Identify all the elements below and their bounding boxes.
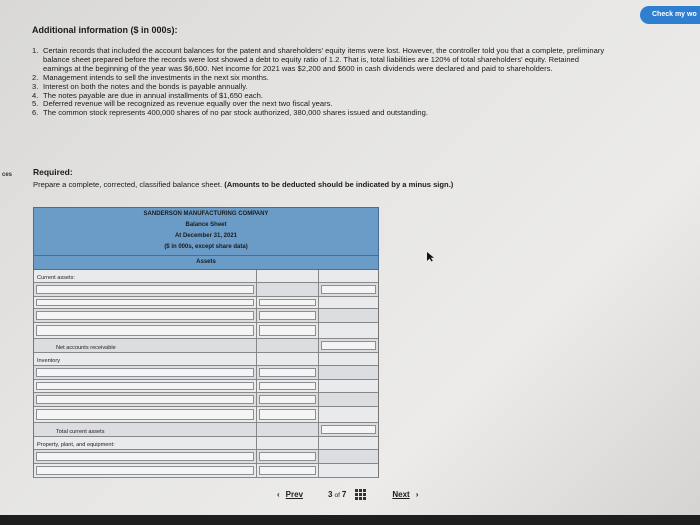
info-item-number: 6.	[32, 108, 39, 118]
sheet-row-label-cell	[34, 270, 257, 282]
total-cell	[319, 407, 378, 422]
amount-input[interactable]	[259, 395, 316, 404]
total-input[interactable]	[321, 341, 376, 350]
amount-input[interactable]	[259, 466, 316, 475]
account-name-input[interactable]	[36, 299, 254, 306]
total-cell	[319, 323, 378, 338]
statement-name: Balance Sheet	[185, 222, 227, 228]
sheet-row-label: Net accounts receivable	[56, 345, 116, 351]
info-item	[32, 47, 610, 74]
prev-label: Prev	[285, 490, 304, 499]
sheet-row	[34, 380, 378, 393]
amount-cell	[257, 423, 319, 436]
info-item-text: Deferred revenue will be recognized as revenue equally over the next two fiscal years.	[43, 99, 333, 109]
sheet-row-label: Current assets:	[37, 275, 75, 281]
amount-input[interactable]	[259, 368, 316, 377]
required-instructions	[33, 180, 453, 189]
sheet-row-label-cell	[34, 437, 257, 449]
account-name-input[interactable]	[36, 452, 254, 461]
info-item-number: 4.	[32, 90, 39, 100]
amount-cell	[257, 309, 319, 322]
info-item-text: Interest on both the notes and the bonds is payable annually.	[43, 81, 248, 91]
info-item-number: 1.	[32, 46, 39, 55]
sheet-row	[34, 437, 378, 450]
amount-cell	[257, 450, 319, 463]
pagination	[277, 489, 418, 500]
amount-cell	[257, 270, 319, 282]
amount-cell	[257, 437, 319, 449]
sheet-row-label-cell	[34, 309, 257, 322]
sheet-row-label-cell	[34, 339, 257, 352]
side-tab-label: ces	[2, 172, 13, 178]
sheet-row-label-cell	[34, 366, 257, 379]
total-cell	[319, 283, 378, 296]
total-cell	[319, 393, 378, 406]
balance-sheet-header	[33, 207, 379, 256]
total-cell	[319, 423, 378, 436]
info-item-number: 3.	[32, 81, 39, 91]
sheet-row-label-cell	[34, 464, 257, 477]
amount-input[interactable]	[259, 299, 316, 306]
chevron-right-icon: ›	[415, 490, 419, 499]
total-input[interactable]	[321, 425, 376, 434]
prev-button[interactable]	[277, 490, 303, 499]
amount-cell	[257, 407, 319, 422]
sheet-row	[34, 309, 378, 323]
total-cell	[319, 366, 378, 379]
sheet-row	[34, 407, 378, 423]
total-cell	[319, 309, 378, 322]
additional-info-list	[32, 47, 610, 118]
balance-sheet-grid	[33, 270, 379, 478]
amount-input[interactable]	[259, 409, 316, 420]
sheet-row	[34, 270, 378, 283]
info-item	[32, 109, 610, 118]
section-header	[33, 256, 379, 270]
grid-view-icon[interactable]	[355, 489, 366, 500]
page-current: 3	[328, 490, 333, 499]
sheet-row-label: Property, plant, and equipment:	[37, 442, 115, 448]
total-cell	[319, 297, 378, 308]
total-cell	[319, 339, 378, 352]
total-cell	[319, 270, 378, 282]
required-text: Prepare a complete, corrected, classified balance sheet.	[33, 180, 223, 189]
sheet-row	[34, 423, 378, 437]
amount-cell	[257, 366, 319, 379]
additional-info-title: Additional information ($ in 000s):	[32, 25, 178, 35]
total-input[interactable]	[321, 285, 376, 294]
amount-cell	[257, 393, 319, 406]
account-name-input[interactable]	[36, 325, 254, 336]
amount-cell	[257, 283, 319, 296]
amount-cell	[257, 297, 319, 308]
amount-cell	[257, 339, 319, 352]
sheet-row	[34, 464, 378, 478]
amount-input[interactable]	[259, 311, 316, 320]
sheet-row-label-cell	[34, 283, 257, 296]
amount-input[interactable]	[259, 382, 316, 390]
sheet-row	[34, 450, 378, 464]
info-item-text: The notes payable are due in annual installments of $1,650 each.	[43, 90, 263, 100]
info-item-text: The common stock represents 400,000 shares of no par stock authorized, 380,000 shares issued and outstanding.	[43, 108, 428, 118]
amount-cell	[257, 380, 319, 392]
sheet-row-label-cell	[34, 423, 257, 436]
company-name: SANDERSON MANUFACTURING COMPANY	[143, 211, 269, 217]
statement-date: At December 31, 2021	[174, 233, 238, 239]
bottom-bar	[0, 515, 700, 525]
sheet-row	[34, 297, 378, 309]
amount-input[interactable]	[259, 325, 316, 336]
sheet-row-label-cell	[34, 323, 257, 338]
page-total: 7	[341, 490, 347, 499]
info-item-text: Management intends to sell the investments in the next six months.	[43, 72, 269, 82]
balance-sheet-form	[33, 207, 379, 478]
sheet-row-label-cell	[34, 353, 257, 365]
account-name-input[interactable]	[36, 368, 254, 377]
sheet-row	[34, 323, 378, 339]
account-name-input[interactable]	[36, 395, 254, 404]
total-cell	[319, 450, 378, 463]
sheet-row	[34, 339, 378, 353]
account-name-input[interactable]	[36, 466, 254, 475]
chevron-left-icon: ‹	[277, 490, 280, 499]
sheet-row-label-cell	[34, 450, 257, 463]
account-name-input[interactable]	[36, 409, 254, 420]
next-button[interactable]	[392, 490, 418, 499]
required-heading: Required:	[33, 167, 73, 177]
sheet-row-label-cell	[34, 407, 257, 422]
sheet-row	[34, 353, 378, 366]
sheet-row-label: Inventory	[37, 358, 61, 364]
account-name-input[interactable]	[36, 311, 254, 320]
sheet-row-label-cell	[34, 393, 257, 406]
statement-units: ($ in 000s, except share data)	[164, 244, 248, 250]
sheet-row	[34, 366, 378, 380]
amount-cell	[257, 464, 319, 477]
page-indicator	[328, 490, 346, 499]
total-cell	[319, 437, 378, 449]
sheet-row-label-cell	[34, 297, 257, 308]
amount-cell	[257, 353, 319, 365]
amount-cell	[257, 323, 319, 338]
info-item-text: Certain records that included the account balances for the patent and shareholders' equity items were lost. However, the controller told you that a complete, preliminary balance sheet prepared before the records were lost showed a debt to equity ratio of 1.2. That is, total liabilities are 120% of total shareholders' equity. Retained earnings at the beginning of the year was $6,600. Net income for 2021 was $2,200 and $600 in cash dividends were declared and paid to shareholders.	[43, 46, 605, 73]
required-note: (Amounts to be deducted should be indicated by a minus sign.)	[224, 180, 454, 189]
info-item-number: 2.	[32, 72, 39, 82]
check-my-work-button[interactable]: Check my wo	[640, 6, 700, 24]
section-title-assets: Assets	[196, 259, 216, 265]
sheet-row-label: Total current assets	[56, 429, 105, 435]
page-of: of	[334, 492, 340, 499]
amount-input[interactable]	[259, 452, 316, 461]
info-item-number: 5.	[32, 99, 39, 109]
total-cell	[319, 380, 378, 392]
total-cell	[319, 353, 378, 365]
total-cell	[319, 464, 378, 477]
mouse-cursor-icon	[427, 252, 435, 262]
sheet-row-label-cell	[34, 380, 257, 392]
account-name-input[interactable]	[36, 285, 254, 294]
account-name-input[interactable]	[36, 382, 254, 390]
next-label: Next	[392, 490, 410, 499]
sheet-row	[34, 393, 378, 407]
sheet-row	[34, 283, 378, 297]
